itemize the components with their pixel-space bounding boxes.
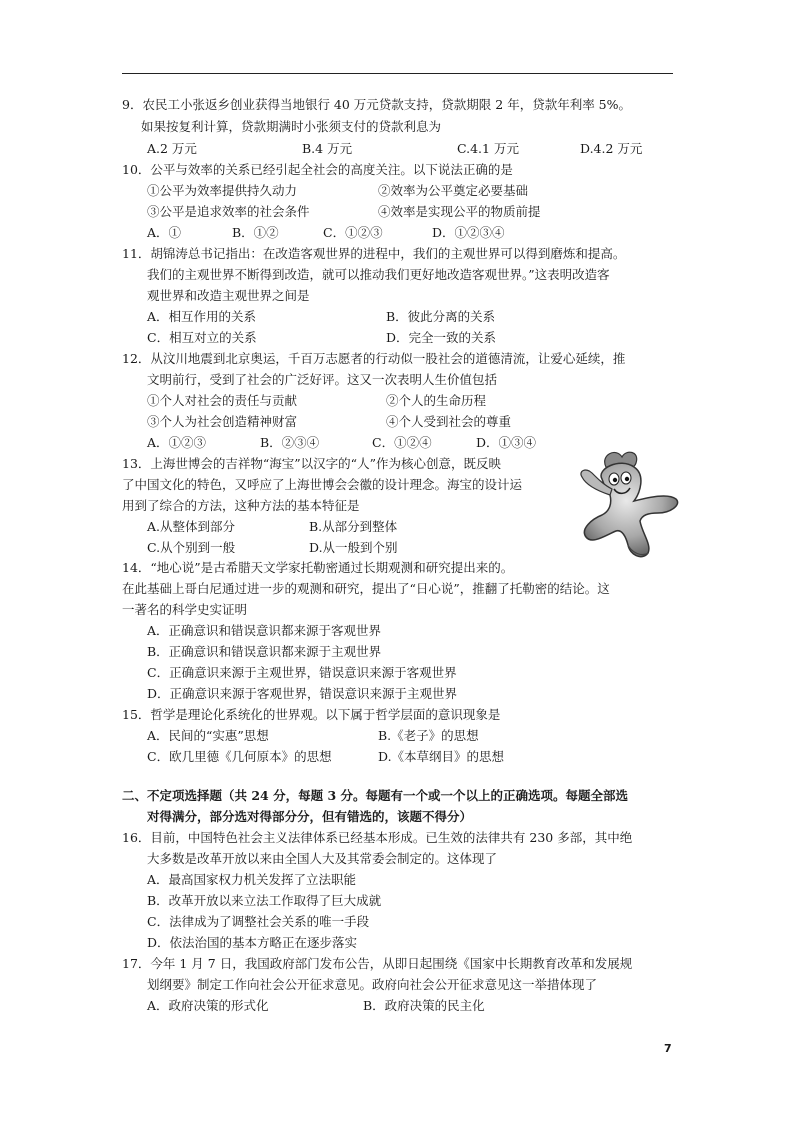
q15-option-b: B.《老子》的思想 [378, 728, 479, 743]
q10-statement-3: ③公平是追求效率的社会条件 [147, 204, 310, 219]
q12-option-b: B．②③④ [260, 435, 320, 450]
q12-option-a: A．①②③ [147, 435, 207, 450]
q16-option-b: B．改革开放以来立法工作取得了巨大成就 [147, 893, 382, 908]
q13-option-d: D.从一般到个别 [309, 540, 398, 555]
q11-option-d: D．完全一致的关系 [386, 330, 497, 345]
q12-option-c: C．①②④ [372, 435, 432, 450]
q15-option-a: A．民间的“实惠”思想 [147, 728, 269, 743]
q10-option-b: B．①② [232, 225, 279, 240]
q13-stem-line2: 了中国文化的特色，又呼应了上海世博会会徽的设计理念。海宝的设计运 [122, 477, 523, 492]
q9-stem-line2: 如果按复利计算，贷款期满时小张须支付的贷款利息为 [141, 119, 442, 134]
q13-option-a: A.从整体到部分 [147, 519, 236, 534]
q10-statement-2: ②效率为公平奠定必要基础 [378, 183, 529, 198]
q9-option-b: B.4 万元 [302, 141, 353, 156]
haibao-mascot-image [576, 449, 684, 564]
q17-option-a: A．政府决策的形式化 [147, 998, 269, 1013]
q12-stem-line1: 12．从汶川地震到北京奥运，千百万志愿者的行动似一股社会的道德清流，让爱心延续，推 [122, 351, 626, 366]
q13-stem-line3: 用到了综合的方法，这种方法的基本特征是 [122, 498, 360, 513]
q16-option-a: A．最高国家权力机关发挥了立法职能 [147, 872, 357, 887]
q14-option-a: A．正确意识和错误意识都来源于客观世界 [147, 623, 382, 638]
q12-statement-1: ①个人对社会的责任与贡献 [147, 393, 298, 408]
q11-option-a: A．相互作用的关系 [147, 309, 257, 324]
q9-option-d: D.4.2 万元 [580, 141, 643, 156]
q17-stem-line1: 17．今年 1 月 7 日，我国政府部门发布公告，从即日起围绕《国家中长期教育改革和发展规 [122, 956, 633, 971]
q12-option-d: D．①③④ [476, 435, 537, 450]
q11-stem-line3: 观世界和改造主观世界之间是 [147, 288, 310, 303]
q13-option-c: C.从个别到一般 [147, 540, 236, 555]
q14-stem-line1: 14．“地心说”是古希腊天文学家托勒密通过长期观测和研究提出来的。 [122, 560, 514, 575]
q16-option-c: C．法律成为了调整社会关系的唯一手段 [147, 914, 370, 929]
q11-option-c: C．相互对立的关系 [147, 330, 257, 345]
q15-option-d: D.《本草纲目》的思想 [378, 749, 505, 764]
q14-option-b: B．正确意识和错误意识都来源于主观世界 [147, 644, 382, 659]
q10-option-d: D．①②③④ [432, 225, 505, 240]
q16-option-d: D．依法治国的基本方略正在逐步落实 [147, 935, 358, 950]
q9-option-c: C.4.1 万元 [457, 141, 519, 156]
q10-stem-line1: 10．公平与效率的关系已经引起全社会的高度关注。以下说法正确的是 [122, 162, 513, 177]
q10-option-a: A．① [147, 225, 182, 240]
q12-stem-line2: 文明前行，受到了社会的广泛好评。这又一次表明人生价值包括 [147, 372, 498, 387]
q14-stem-line2: 在此基础上哥白尼通过进一步的观测和研究，提出了“日心说”，推翻了托勒密的结论。这 [122, 581, 610, 596]
page-number: 7 [664, 1042, 672, 1055]
q14-stem-line3: 一著名的科学史实证明 [122, 602, 248, 617]
q12-statement-2: ②个人的生命历程 [386, 393, 487, 408]
header-rule [122, 73, 673, 74]
q14-option-c: C．正确意识来源于主观世界，错误意识来源于客观世界 [147, 665, 457, 680]
q13-stem-line1: 13．上海世博会的吉祥物“海宝”以汉字的“人”作为核心创意，既反映 [122, 456, 501, 471]
q10-statement-1: ①公平为效率提供持久动力 [147, 183, 298, 198]
q14-option-d: D．正确意识来源于客观世界，错误意识来源于主观世界 [147, 686, 458, 701]
q9-stem-line1: 9．农民工小张返乡创业获得当地银行 40 万元贷款支持，贷款期限 2 年，贷款年利率 5%。 [122, 97, 632, 112]
q9-option-a: A.2 万元 [147, 141, 197, 156]
q10-option-c: C．①②③ [323, 225, 383, 240]
q16-stem-line1: 16．目前，中国特色社会主义法律体系已经基本形成。已生效的法律共有 230 多部，其中绝 [122, 830, 633, 845]
q11-stem-line1: 11．胡锦涛总书记指出：在改造客观世界的进程中，我们的主观世界可以得到磨炼和提高。 [122, 246, 626, 261]
q17-option-b: B．政府决策的民主化 [363, 998, 485, 1013]
q16-stem-line2: 大多数是改革开放以来由全国人大及其常委会制定的。这体现了 [147, 851, 498, 866]
q12-statement-4: ④个人受到社会的尊重 [386, 414, 512, 429]
section2-heading-line2: 对得满分，部分选对得部分分，但有错选的，该题不得分） [147, 809, 473, 824]
q11-stem-line2: 我们的主观世界不断得到改造，就可以推动我们更好地改造客观世界。”这表明改造客 [147, 267, 610, 282]
q13-option-b: B.从部分到整体 [309, 519, 398, 534]
q10-statement-4: ④效率是实现公平的物质前提 [378, 204, 541, 219]
section2-heading-line1: 二、不定项选择题（共 24 分，每题 3 分。每题有一个或一个以上的正确选项。每题全部选 [122, 788, 629, 803]
q15-option-c: C．欧几里德《几何原本》的思想 [147, 749, 332, 764]
q11-option-b: B．彼此分离的关系 [386, 309, 496, 324]
q12-statement-3: ③个人为社会创造精神财富 [147, 414, 298, 429]
q15-stem-line1: 15．哲学是理论化系统化的世界观。以下属于哲学层面的意识现象是 [122, 707, 501, 722]
q17-stem-line2: 划纲要》制定工作向社会公开征求意见。政府向社会公开征求意见这一举措体现了 [147, 977, 598, 992]
